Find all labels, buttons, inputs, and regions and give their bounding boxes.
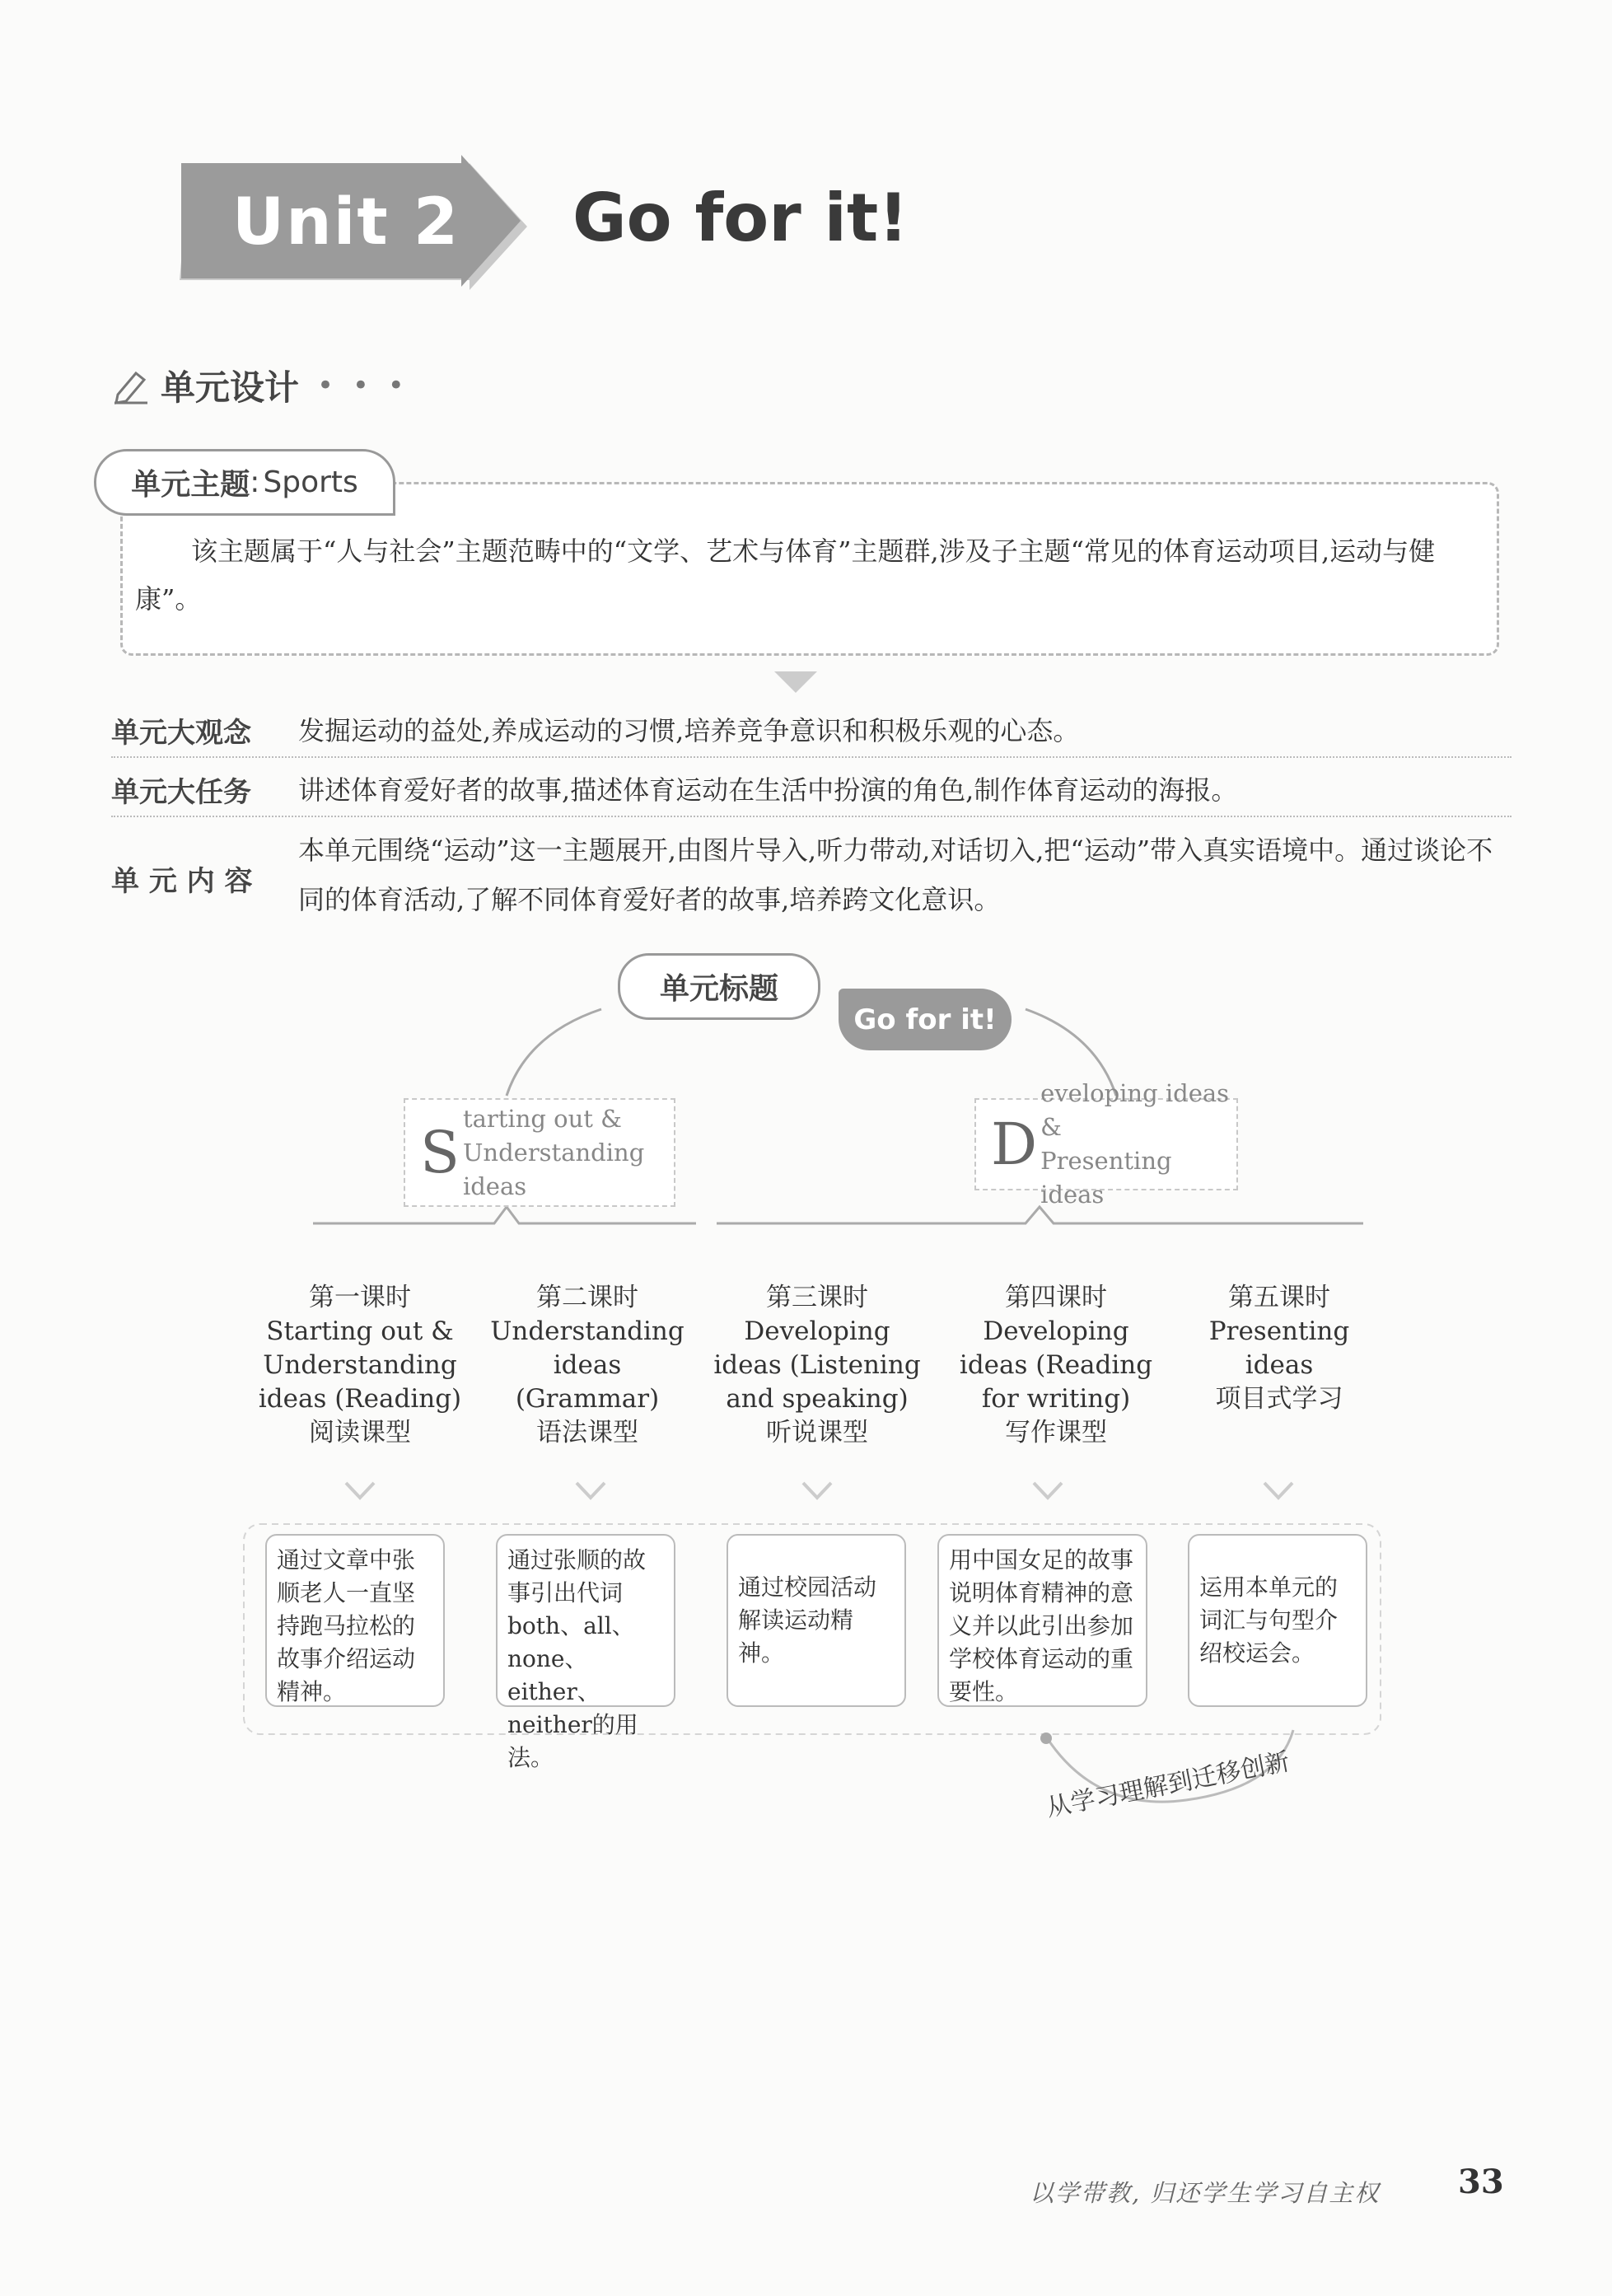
lesson-period: 第四课时 [1005, 1283, 1107, 1312]
theme-description: 该主题属于“人与社会”主题范畴中的“文学、艺术与体育”主题群,涉及子主题“常见的体育运动项目,运动与健康”。 [135, 535, 1436, 615]
lesson-line: Understanding [263, 1350, 457, 1380]
lesson-line: 语法课型 [536, 1418, 638, 1447]
lesson-5 [1172, 1281, 1386, 1416]
lesson-1 [253, 1281, 467, 1450]
lesson-period: 第一课时 [309, 1283, 411, 1312]
progression-caption: 从学习理解到迁移创新 [1044, 1747, 1292, 1823]
diagram-title-label: 单元标题 [618, 953, 820, 1020]
info-label-content: 单 元 内 容 [111, 865, 253, 898]
info-text-big-idea: 发掘运动的益处,养成运动的习惯,培养竞争意识和积极乐观的心态。 [298, 715, 1080, 746]
unit-title: Go for it! [572, 180, 909, 256]
lesson-line: and speaking) [726, 1384, 909, 1414]
lesson-line: ideas (Listening [713, 1350, 921, 1380]
group-starting-out [404, 1098, 675, 1207]
section-title: 单元设计 [161, 367, 300, 408]
lesson-period: 第二课时 [536, 1283, 638, 1312]
lesson-card-1: 通过文章中张顺老人一直坚持跑马拉松的故事介绍运动精神。 [265, 1534, 445, 1707]
group-line2: Presenting ideas [1040, 1147, 1172, 1209]
theme-label: 单元主题 [131, 468, 250, 502]
lesson-line: 写作课型 [1005, 1418, 1107, 1447]
group-initial: S [420, 1119, 460, 1186]
lesson-3 [710, 1281, 924, 1450]
page-number: 33 [1458, 2163, 1504, 2201]
lesson-line: 项目式学习 [1215, 1384, 1343, 1414]
group-line2: Understanding ideas [462, 1138, 645, 1200]
lesson-line: ideas (Reading) [258, 1384, 462, 1414]
lesson-line: 阅读课型 [309, 1418, 411, 1447]
lesson-card-2: 通过张顺的故事引出代词both、all、none、either、neither的用法。 [496, 1534, 675, 1707]
info-label-big-idea: 单元大观念 [111, 717, 251, 750]
theme-separator: : [250, 465, 260, 499]
info-label-big-task: 单元大任务 [111, 776, 251, 809]
lesson-line: Developing [983, 1316, 1129, 1346]
group-line1: eveloping ideas & [1040, 1079, 1230, 1141]
lesson-line: for writing) [981, 1384, 1131, 1414]
unit-label: Unit 2 [231, 185, 460, 260]
lesson-4 [949, 1281, 1163, 1450]
group-developing [974, 1079, 1238, 1209]
info-text-big-task: 讲述体育爱好者的故事,描述体育运动在生活中扮演的角色,制作体育运动的海报。 [298, 774, 1238, 806]
lesson-period: 第三课时 [766, 1283, 868, 1312]
lesson-line: Presenting [1208, 1316, 1350, 1346]
ellipsis-dots: • • • [317, 369, 409, 402]
lesson-line: 听说课型 [766, 1418, 868, 1447]
theme-value: Sports [263, 465, 358, 499]
lesson-card-3: 通过校园活动解读运动精神。 [727, 1534, 906, 1707]
lesson-line: Understanding [490, 1316, 685, 1346]
lesson-line: ideas (Reading [959, 1350, 1153, 1380]
lesson-line: ideas (Grammar) [515, 1350, 660, 1414]
lesson-2 [480, 1281, 694, 1450]
lesson-line: Developing [744, 1316, 890, 1346]
diagram-title-badge: Go for it! [839, 989, 1012, 1050]
lesson-period: 第五课时 [1228, 1283, 1330, 1312]
lesson-line: ideas [1245, 1350, 1314, 1380]
footer-slogan: 以学带教, 归还学生学习自主权 [1030, 2179, 1381, 2207]
lesson-line: Starting out & [266, 1316, 454, 1346]
group-line1: tarting out & [462, 1104, 622, 1133]
group-initial: D [991, 1111, 1038, 1178]
lesson-card-4: 用中国女足的故事说明体育精神的意义并以此引出参加学校体育运动的重要性。 [937, 1534, 1147, 1707]
info-text-content: 本单元围绕“运动”这一主题展开,由图片导入,听力带动,对话切入,把“运动”带入真实语境中。通过谈论不同的体育活动,了解不同体育爱好者的故事,培养跨文化意识。 [298, 835, 1493, 915]
lesson-card-5: 运用本单元的词汇与句型介绍校运会。 [1188, 1534, 1367, 1707]
